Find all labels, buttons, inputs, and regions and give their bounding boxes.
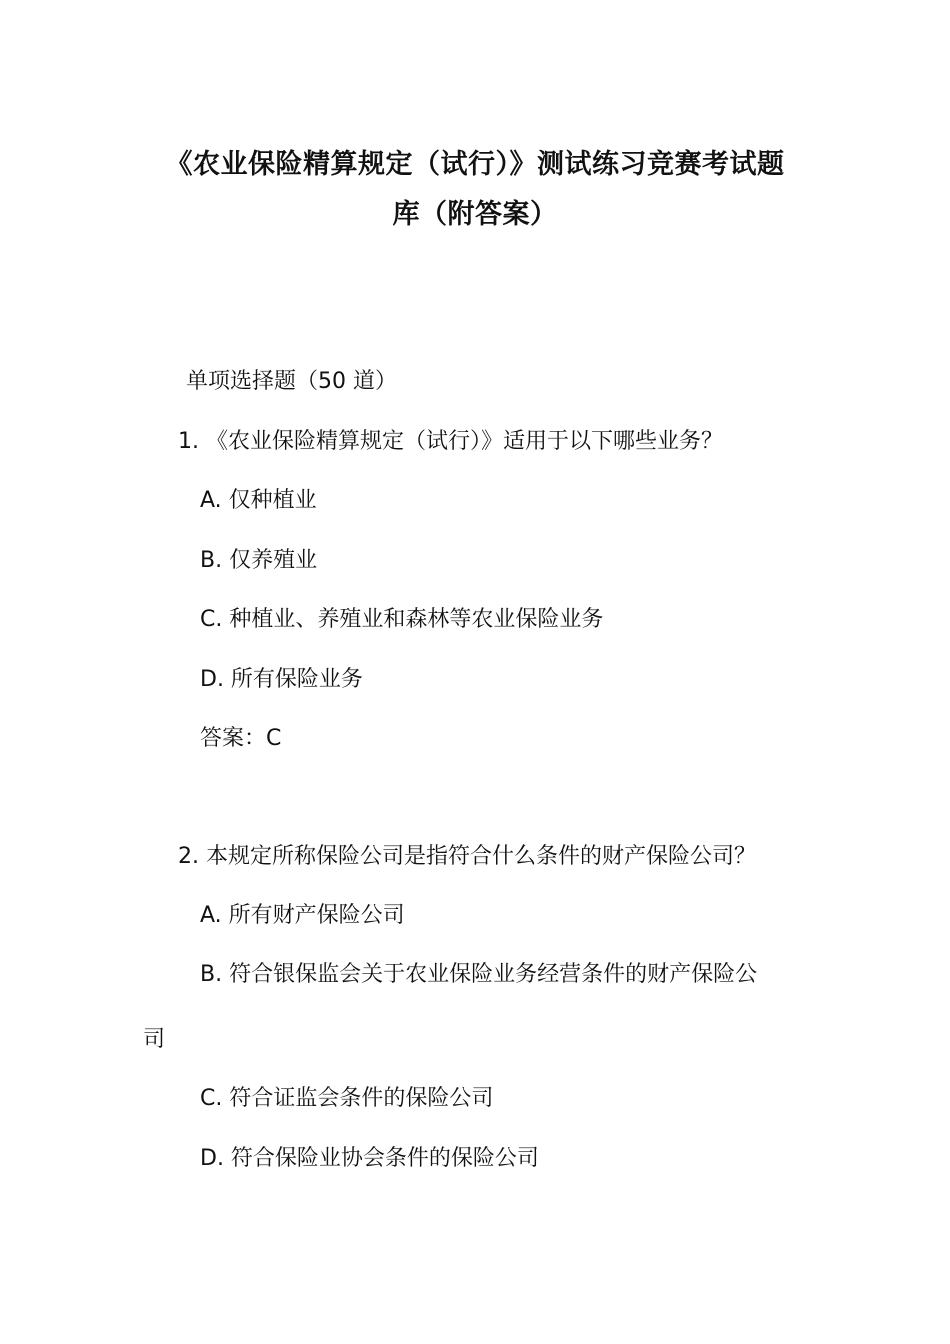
question-1-answer: 答案：C xyxy=(200,726,282,751)
title-line-1: 《农业保险精算规定（试行）》测试练习竞赛考试题 xyxy=(165,149,785,180)
question-1-option-a: A. 仅种植业 xyxy=(200,488,317,513)
question-2-stem: 2. 本规定所称保险公司是指符合什么条件的财产保险公司？ xyxy=(178,844,756,869)
question-1-option-b: B. 仅养殖业 xyxy=(200,548,318,573)
question-1-stem: 1. 《农业保险精算规定（试行）》适用于以下哪些业务？ xyxy=(178,429,723,454)
question-1-option-d: D. 所有保险业务 xyxy=(200,667,363,692)
document-title xyxy=(130,140,820,240)
question-2-option-b: B. 符合银保监会关于农业保险业务经营条件的财产保险公 xyxy=(200,962,758,987)
question-1-option-c: C. 种植业、养殖业和森林等农业保险业务 xyxy=(200,607,604,632)
question-2-option-d: D. 符合保险业协会条件的保险公司 xyxy=(200,1146,539,1171)
question-2-option-c: C. 符合证监会条件的保险公司 xyxy=(200,1086,494,1111)
question-2-option-a: A. 所有财产保险公司 xyxy=(200,903,405,928)
section-heading: 单项选择题（50 道） xyxy=(186,369,397,394)
title-line-2: 库（附答案） xyxy=(392,199,558,230)
question-2-option-b-continuation: 司 xyxy=(143,1027,166,1052)
